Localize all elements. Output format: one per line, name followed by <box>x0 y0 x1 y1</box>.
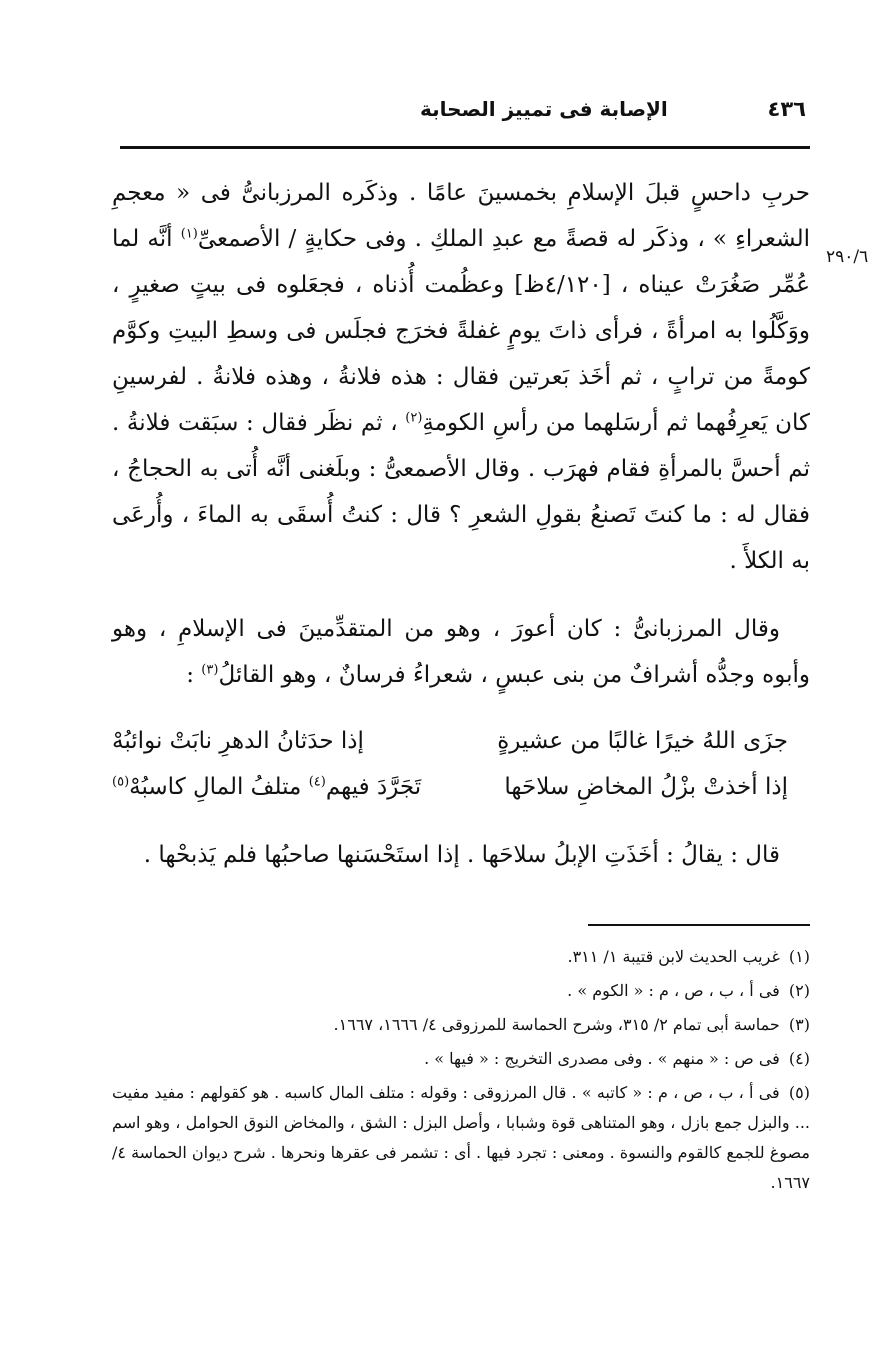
footnote-ref-5: (٥) <box>112 774 130 790</box>
verse-line-2 <box>112 764 810 810</box>
footnote-5-text: فى أ ، ب ، ص ، م : « كاتبه » . قال المرزوقى : وقوله : متلف المال كاسبه . هو كقولهم : مفيد مفيت ... والبزل جمع بازل ، وهو المتناهى قوة وشبابا ، وأصل البزل : الشق ، والمخاض النوق الحوامل ، وهو اسم مصوغ للجمع كالقوم والنسوة . ومعنى : تجرد فيها . أى : تشمر فى عقرها ونحرها . شرح ديوان الحماسة ٤/ ١٦٦٧. <box>112 1083 810 1192</box>
paragraph-2-text-2: : <box>186 662 194 688</box>
footnote-1-number: (١) <box>788 947 810 966</box>
verse-2-first-hemistich: إذا أخذتْ بزْلُ المخاضِ سلاحَها <box>504 774 788 800</box>
paragraph-1-text-2: أنَّه لما عُمِّر صَغُرَتْ عيناه ، [٤/١٢٠ظ] وعظُمت أُذناه ، فجعَلوه فى بيتٍ صغيرٍ ، ووَكَّلُوا به امرأةً ، فرأى ذاتَ يومٍ غفلةً فخرَج فجلَس فى وسطِ البيتِ وكوَّم كومةً من ترابٍ ، ثم أخَذ بَعرتين فقال : هذه فلانةُ ، وهذه فلانةُ . لفرسينِ كان يَعرِفُهما ثم أرسَلهما من رأسِ الكومةِ <box>112 226 810 436</box>
footnote-3 <box>112 1010 810 1040</box>
footnote-4 <box>112 1044 810 1074</box>
margin-reference: ٢٩٠/٦ <box>826 247 869 267</box>
page-number: ٤٣٦ <box>767 97 806 121</box>
footnote-ref-3: (٣) <box>201 662 219 678</box>
footnote-ref-2: (٢) <box>405 410 423 426</box>
header-rule <box>120 146 810 149</box>
running-header <box>120 95 810 135</box>
book-title: الإصابة فى تمييز الصحابة <box>420 97 668 121</box>
main-text <box>112 170 810 878</box>
paragraph-1-text-3: ، ثم نظَر فقال : سبَقت فلانةُ . ثم أحسَّ بالمرأةِ فقام فهرَب . وقال الأصمعىُّ : وبلَغنى أنَّه أُتى به الحجاجُ ، فقال له : ما كنتَ تَصنعُ بقولِ الشعرِ ؟ قال : كنتُ أُسقَى به الماءَ ، وأُرعَى به الكلأَ . <box>112 410 810 574</box>
footnote-3-number: (٣) <box>788 1015 810 1034</box>
footnote-2-number: (٢) <box>788 981 810 1000</box>
footnote-ref-1: (١) <box>180 226 198 242</box>
footnote-rule <box>588 924 810 926</box>
poem <box>112 718 810 810</box>
paragraph-2-text: وقال المرزبانىُّ : كان أعورَ ، وهو من المتقدِّمينَ فى الإسلامِ ، وهو وأبوه وجدُّه أشرافٌ من بنى عبسٍ ، شعراءُ فرسانٌ ، وهو القائلُ <box>112 616 810 688</box>
footnote-1-text: غريب الحديث لابن قتيبة ١/ ٣١١. <box>567 947 780 966</box>
paragraph-1 <box>112 170 810 584</box>
closing-paragraph: قال : يقالُ : أخَذَتِ الإبلُ سلاحَها . إذا استَحْسَنها صاحبُها فلم يَذبحْها . <box>143 842 780 868</box>
verse-1-second-hemistich: إذا حدَثانُ الدهرِ نابَتْ نوائبُهْ <box>112 728 364 754</box>
footnote-5-number: (٥) <box>788 1083 811 1102</box>
paragraph-1-text: حربِ داحسٍ قبلَ الإسلامِ بخمسينَ عامًا . وذكَره المرزبانىُّ فى « معجمِ الشعراءِ » ، وذكَر له قصةً مع عبدِ الملكِ . وفى حكايةٍ / الأصمعىِّ <box>112 180 810 252</box>
footnote-4-number: (٤) <box>788 1049 810 1068</box>
footnote-2 <box>112 976 810 1006</box>
verse-2-second-hemistich <box>112 764 421 810</box>
footnote-5 <box>112 1078 810 1198</box>
verse-line-1 <box>112 718 810 764</box>
footnotes <box>112 942 810 1202</box>
paragraph-2 <box>112 606 810 698</box>
footnote-3-text: حماسة أبى تمام ٢/ ٣١٥، وشرح الحماسة للمرزوقى ٤/ ١٦٦٦، ١٦٦٧. <box>333 1015 780 1034</box>
verse-1-first-hemistich: جزَى اللهُ خيرًا غالبًا من عشيرةٍ <box>497 728 788 754</box>
footnote-ref-4: (٤) <box>308 774 326 790</box>
verse-2-second-text: متلفُ المالِ كاسبُهْ <box>129 774 302 800</box>
footnote-2-text: فى أ ، ب ، ص ، م : « الكوم » . <box>567 981 780 1000</box>
verse-2-second-pre: تَجَرَّدَ فيهم <box>325 774 422 800</box>
footnote-4-text: فى ص : « منهم » . وفى مصدرى التخريج : « فيها » . <box>424 1049 780 1068</box>
footnote-1 <box>112 942 810 972</box>
